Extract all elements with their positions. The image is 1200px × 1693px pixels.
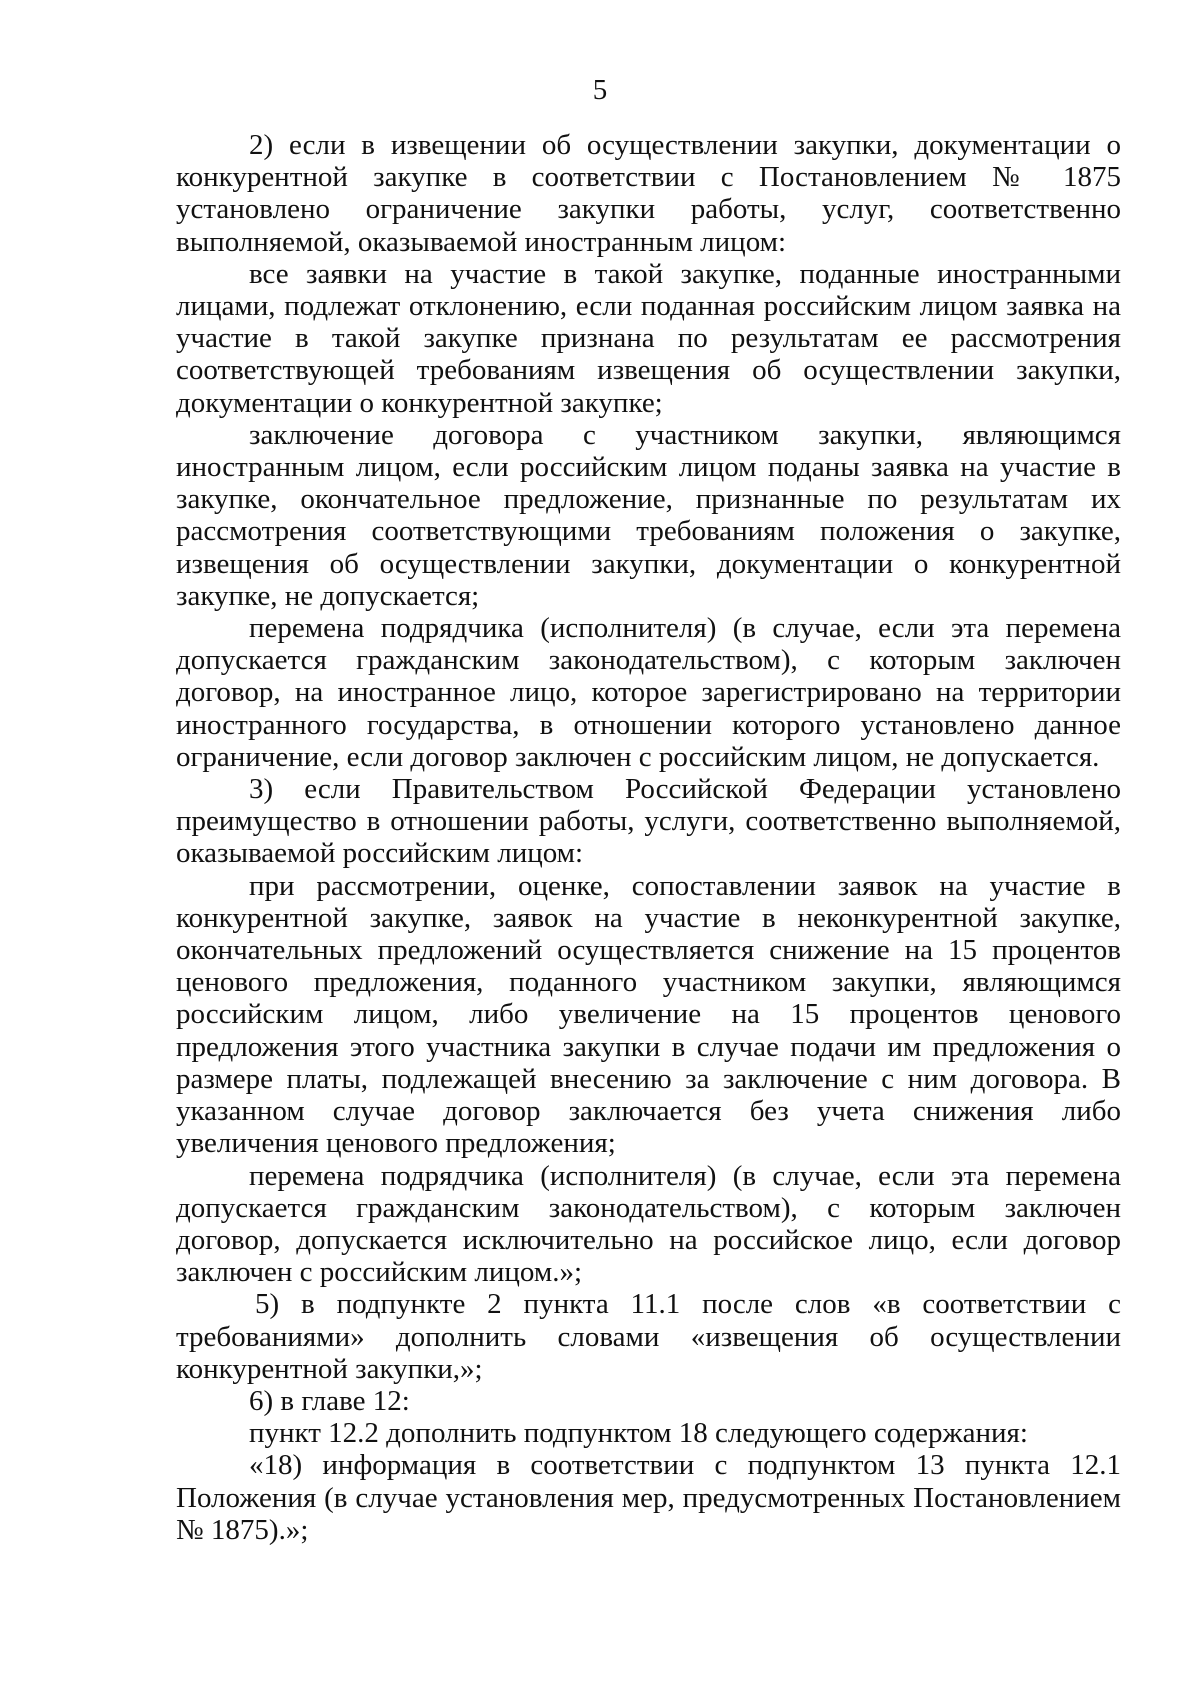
paragraph-item-5: 5) в подпункте 2 пункта 11.1 после слов «в соответствии с требованиями» дополнить словами «извещения об осуществлении конкурентной закупки,»; xyxy=(176,1288,1121,1385)
document-body xyxy=(176,129,1121,1546)
page-number: 5 xyxy=(592,74,608,106)
paragraph-contractor-change-russian: перемена подрядчика (исполнителя) (в случае, если эта перемена допускается гражданским законодательством), с которым заключен договор, допускается исключительно на российское лицо, если договор заключен с российским лицом.»; xyxy=(176,1159,1121,1289)
paragraph-contractor-change-foreign: перемена подрядчика (исполнителя) (в случае, если эта перемена допускается гражданским законодательством), с которым заключен договор, на иностранное лицо, которое зарегистрировано на территории иностранного государства, в отношении которого установлено данное ограничение, если договор заключен с российским лицом, не допускается. xyxy=(176,612,1121,773)
paragraph-contract-with-foreign-participant: заключение договора с участником закупки, являющимся иностранным лицом, если российским лицом поданы заявка на участие в закупке, окончательное предложение, признанные по результатам их рассмотрения соответствующими требованиям положения о закупке, извещения об осуществлении закупки, документации о конкурентной закупке, не допускается; xyxy=(176,418,1121,612)
paragraph-price-preference: при рассмотрении, оценке, сопоставлении заявок на участие в конкурентной закупке, заявок на участие в неконкурентной закупке, окончательных предложений осуществляется снижение на 15 процентов ценового предложения, поданного участником закупки, являющимся российским лицом, либо увеличение на 15 процентов ценового предложения этого участника закупки в случае подачи им предложения о размере платы, подлежащей внесению за заключение с ним договора. В указанном случае договор заключается без учета снижения либо увеличения ценового предложения; xyxy=(176,869,1121,1160)
paragraph-clause-12-2: пункт 12.2 дополнить подпунктом 18 следующего содержания: xyxy=(249,1417,1028,1450)
paragraph-item-6: 6) в главе 12: xyxy=(249,1384,410,1417)
paragraph-foreign-bids-rejection: все заявки на участие в такой закупке, поданные иностранными лицами, подлежат отклонению, если поданная российским лицом заявка на участие в такой закупке признана по результатам ее рассмотрения соответствующей требованиям извещения об осуществлении закупки, документации о конкурентной закупке; xyxy=(176,257,1121,419)
paragraph-subclause-18: «18) информация в соответствии с подпунктом 13 пункта 12.1 Положения (в случае установления мер, предусмотренных Постановлением № 1875).»; xyxy=(176,1449,1121,1546)
paragraph-item-2: 2) если в извещении об осуществлении закупки, документации о конкурентной закупке в соответствии с Постановлением № 1875 установлено ограничение закупки работы, услуг, соответственно выполняемой, оказываемой иностранным лицом: xyxy=(176,129,1121,258)
paragraph-item-3: 3) если Правительством Российской Федерации установлено преимущество в отношении работы, услуги, соответственно выполняемой, оказываемой российским лицом: xyxy=(176,773,1121,870)
